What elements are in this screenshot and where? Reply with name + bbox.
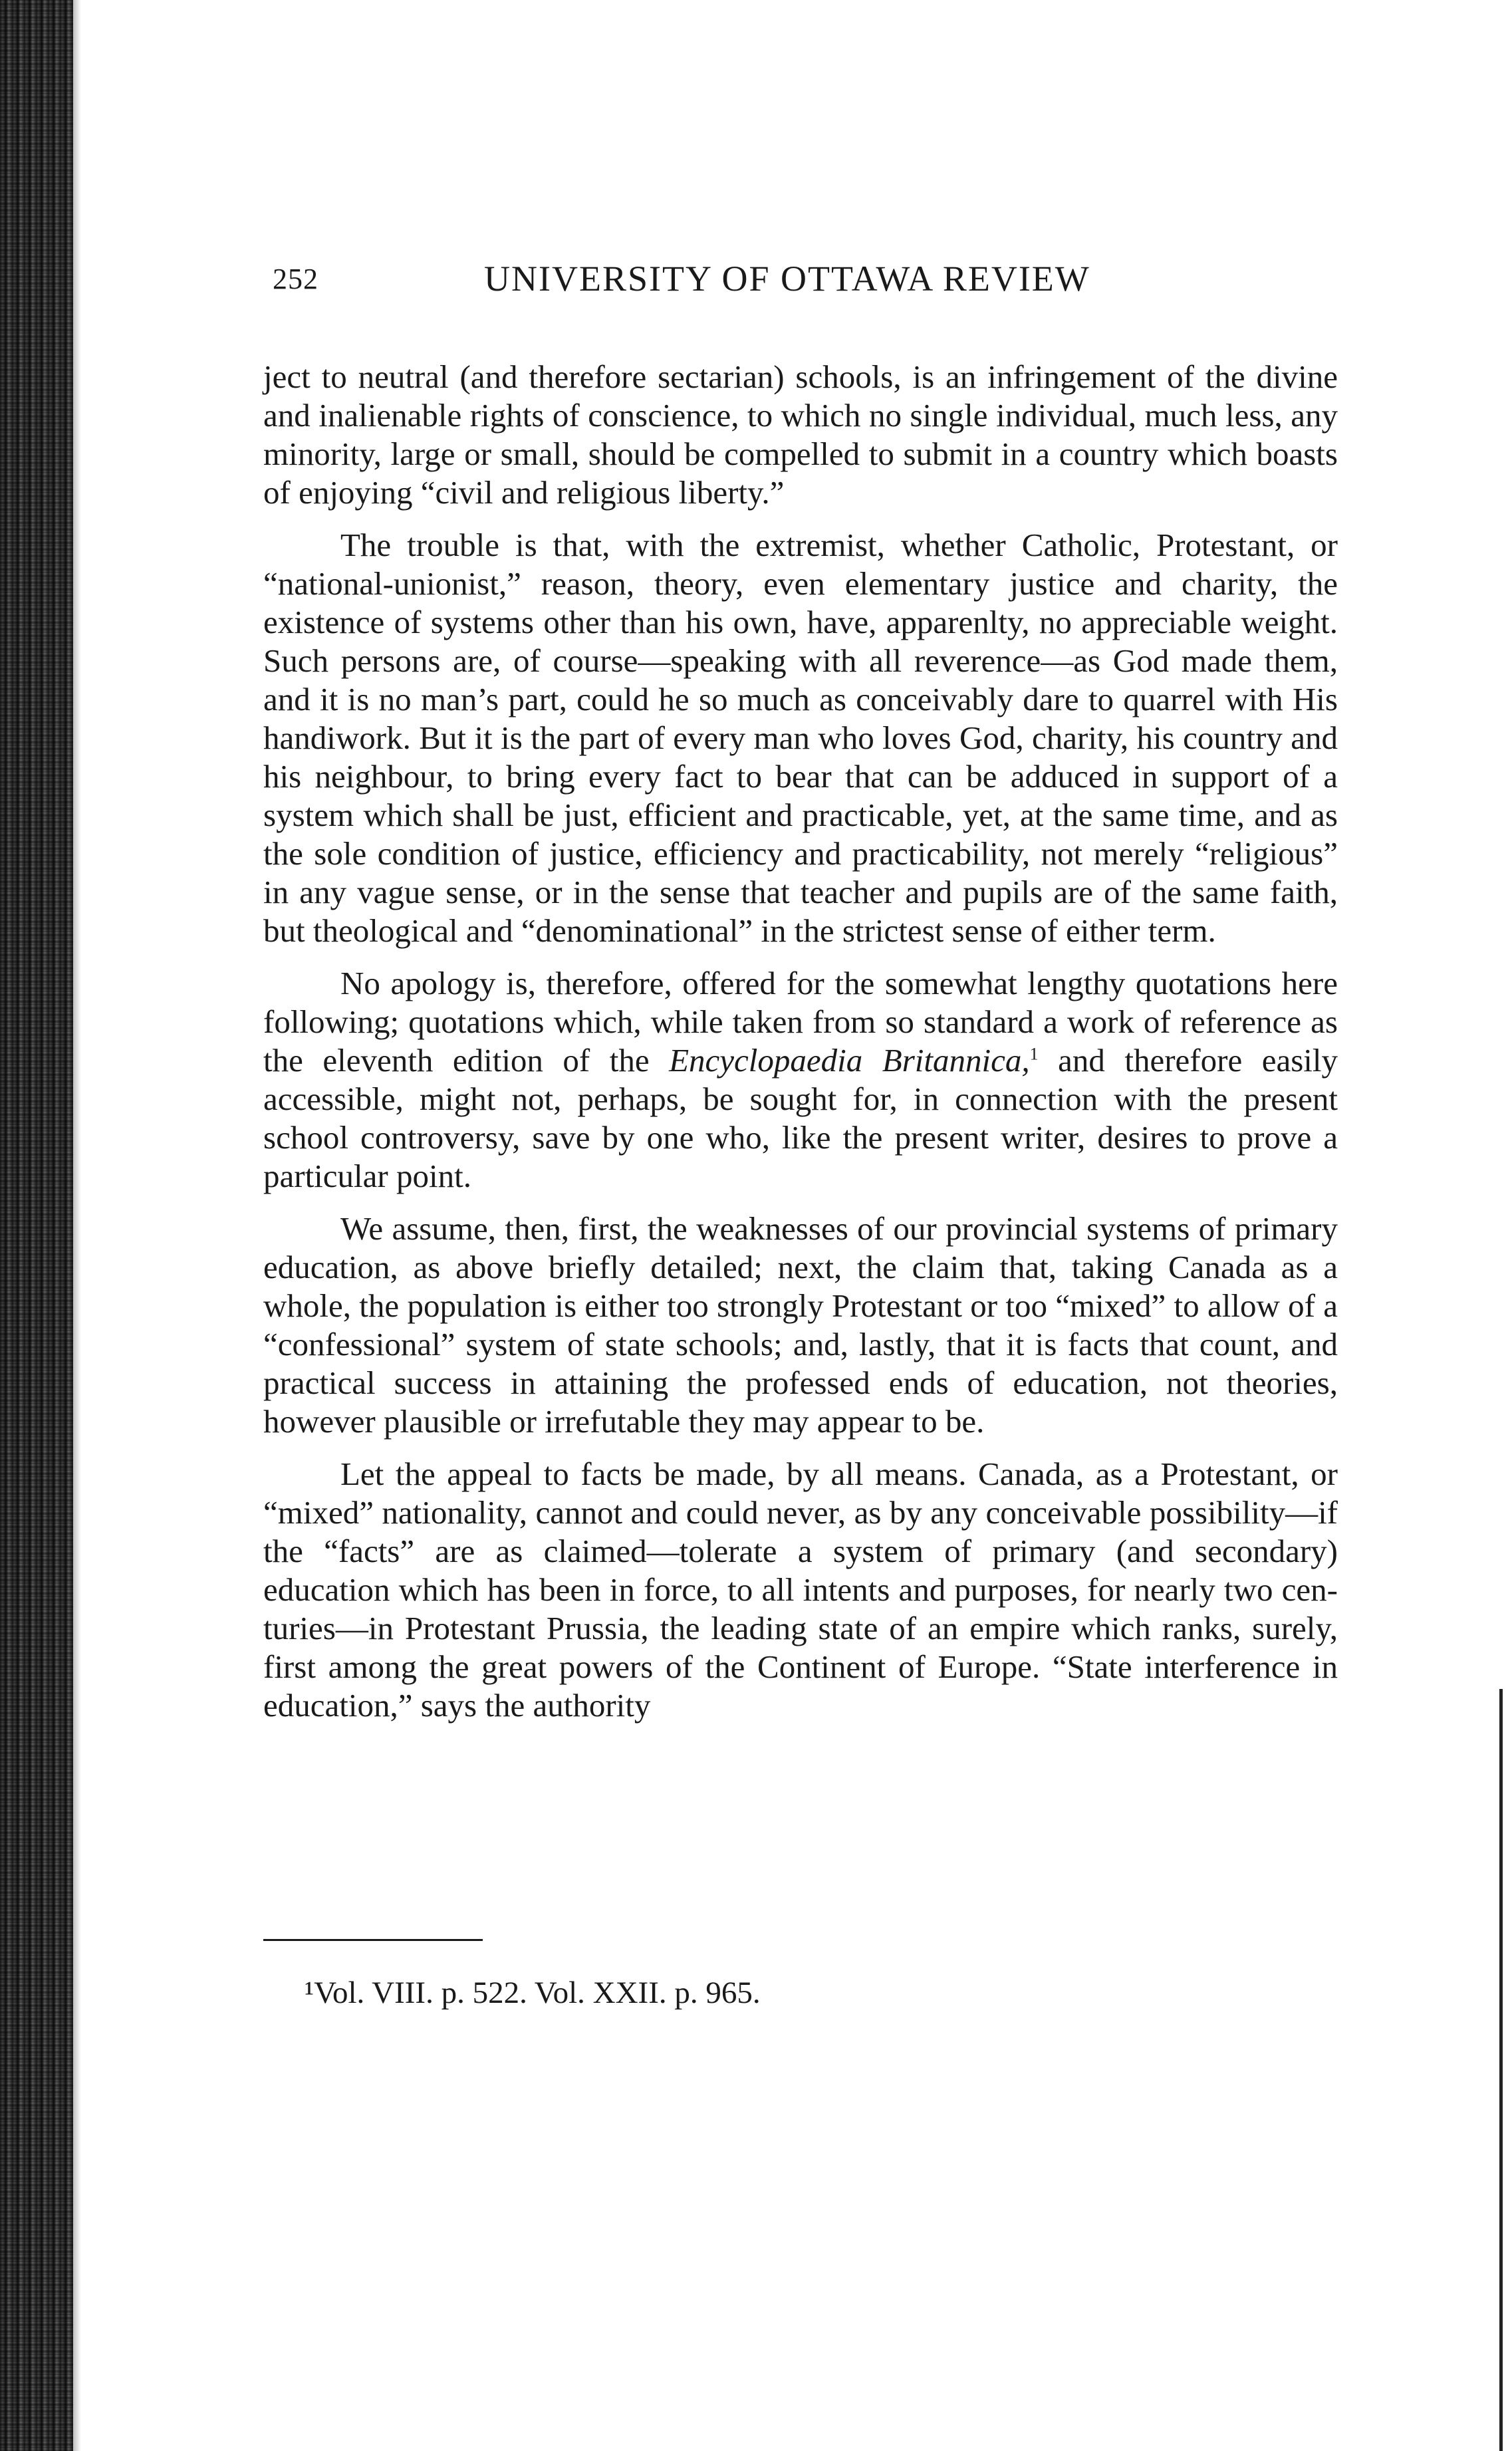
running-head [273,258,1203,305]
footnote-marker: 1 [1029,1044,1039,1064]
footnote-rule [263,1939,483,1941]
paragraph-5: Let the appeal to facts be made, by all means. Canada, as a Protestant, or “mixed” nationality, cannot and could never, as by any conceivable possibility—if the “facts” are as claimed—tolerate a system of primary (and secondary) education which has been in force, to all intents and purposes, for nearly two centuries—in Protestant Prussia, the leading state of an empire which ranks, surely, first among the great powers of the Continent of Europe. “State interference in education,” says the authority [263,1456,1338,1724]
scan-edge-mark [1499,1689,1503,2451]
paragraph-3-text-a: No apology is, therefore, offered for the somewhat lengthy quotations here following; quotations which, while taken from so standard a work of reference as the eleventh edition of the [263,965,1338,1079]
paragraph-3 [263,964,1338,1196]
encyclopaedia-title: Encyclopaedia Britannica, [669,1042,1030,1079]
journal-title: UNIVERSITY OF OTTAWA REVIEW [484,259,1090,299]
paragraph-4: We assume, then, first, the weaknesses of our provincial systems of primary education, as above briefly detailed; next, the claim that, taking Canada as a whole, the population is either too strongly Protestant or too “mixed” to allow of a “confessional” system of state schools; and, lastly, that it is facts that count, and practical success in attaining the professed ends of education, not theories, however plausible or irrefutable they may appear to be. [263,1210,1338,1440]
footnote: ¹Vol. VIII. p. 522. Vol. XXII. p. 965. [305,1976,761,2010]
body-text [263,358,1338,1739]
page-number: 252 [273,263,318,295]
scanned-binding-edge [0,0,73,2451]
paragraph-1: ject to neutral (and therefore sectarian) schools, is an infringement of the divine and inalienable rights of conscience, to which no single individual, much less, any minority, large or small, should be compelled to submit in a country which boasts of enjoying “civil and religious liberty.” [263,358,1338,511]
paragraph-3-text-b: and therefore easily accessible, might not, perhaps, be sought for, in connection with the present school controversy, save by one who, like the present writer, desires to prove a particular point. [263,1042,1338,1194]
paragraph-2: The trouble is that, with the extremist, whether Catholic, Protestant, or “national-unionist,” reason, theory, even elementary justice and charity, the existence of systems other than his own, have, apparenlty, no appreciable weight. Such persons are, of course—speaking with all reverence—as God made them, and it is no man’s part, could he so much as conceivably dare to quarrel with His handiwork. But it is the part of every man who loves God, charity, his country and his neighbour, to bring every fact to bear that can be adduced in support of a system which shall be just, efficient and practicable, yet, at the same time, and as the sole condition of justice, efficiency and practicability, not merely “religious” in any vague sense, or in the sense that teacher and pupils are of the same faith, but theological and “denominational” in the strictest sense of either term. [263,527,1338,949]
